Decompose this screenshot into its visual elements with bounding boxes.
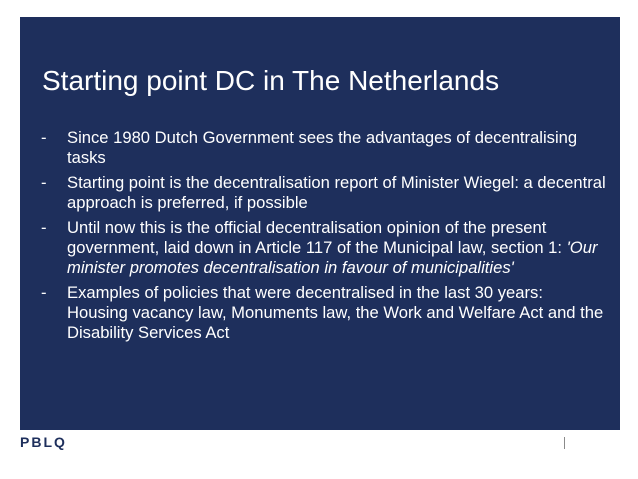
bullet-marker: - [41,173,47,192]
bullet-item [41,283,606,343]
slide-panel [20,17,620,430]
bullet-text: Until now this is the official decentralisation opinion of the present government, laid down in Article 117 of the Municipal law, section 1: [67,218,567,257]
slide-title: Starting point DC in The Netherlands [42,65,500,96]
bullet-marker: - [41,128,47,147]
bullet-quote: 'Our minister promotes decentralisation in favour of municipalities' [67,238,598,277]
bullet-item [41,128,606,168]
bullet-marker: - [41,218,47,237]
pblq-logo: PBLQ [20,434,67,450]
bullet-text: Examples of policies that were decentralised in the last 30 years: Housing vacancy law, Monuments law, the Work and Welfare Act and the Disability Services Act [67,283,604,342]
bullet-text: Since 1980 Dutch Government sees the advantages of decentralising tasks [67,128,578,167]
footer-divider [564,437,565,449]
bullet-item [41,173,606,213]
bullet-item [41,218,606,278]
bullet-list [41,128,606,348]
bullet-text: Starting point is the decentralisation report of Minister Wiegel: a decentral approach is preferred, if possible [67,173,606,212]
bullet-marker: - [41,283,47,302]
